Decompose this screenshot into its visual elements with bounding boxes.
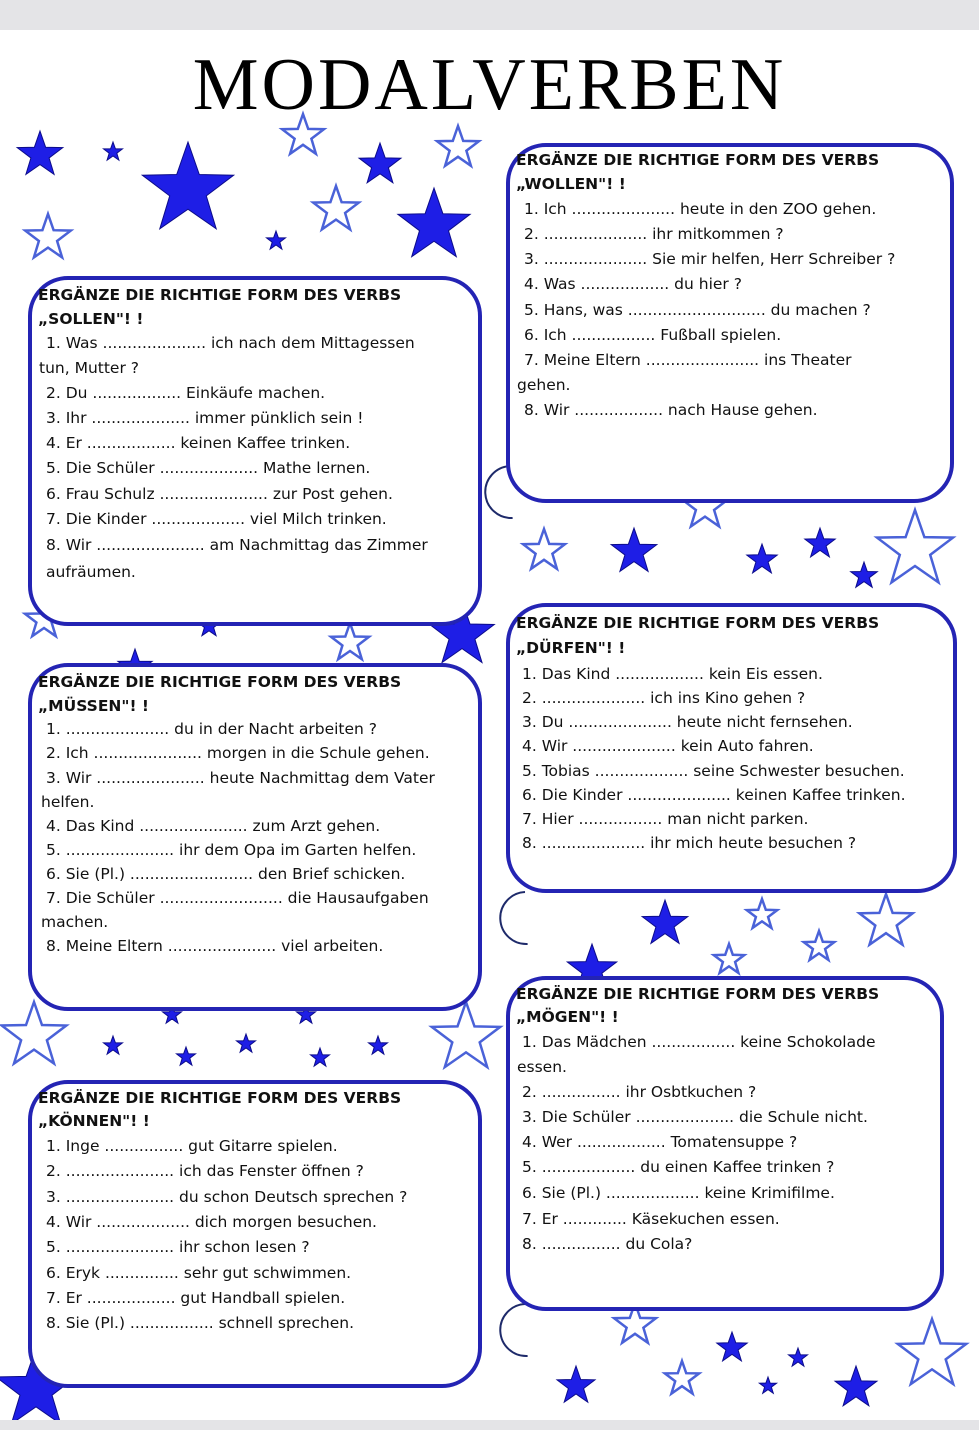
exercise-verb-muessen: „MÜSSEN"! ! xyxy=(38,697,149,715)
star-outline-icon xyxy=(523,529,565,569)
exercise-line: 1. Das Mädchen ................. keine Schokolade xyxy=(522,1033,876,1051)
exercise-line: 8. Sie (Pl.) ................. schnell sprechen. xyxy=(46,1314,355,1332)
star-outline-icon xyxy=(747,899,777,928)
moon-icon xyxy=(500,892,527,944)
exercise-line: 1. Das Kind .................. kein Eis essen. xyxy=(522,665,823,683)
exercise-line: 5. Hans, was ............................ du machen ? xyxy=(524,301,871,319)
star-outline-icon xyxy=(437,126,479,166)
star-icon xyxy=(142,142,233,229)
exercise-line: 2. Du .................. Einkäufe machen. xyxy=(46,384,326,402)
star-outline-icon xyxy=(859,894,912,945)
star-icon xyxy=(642,900,688,943)
exercise-line: 4. Das Kind ...................... zum Arzt gehen. xyxy=(46,817,381,835)
star-outline-icon xyxy=(25,214,71,257)
exercise-line: 4. Was .................. du hier ? xyxy=(524,275,742,293)
exercise-heading-koennen: ERGÄNZE DIE RICHTIGE FORM DES VERBS xyxy=(38,1089,402,1107)
star-outline-icon xyxy=(714,944,744,973)
star-icon xyxy=(398,188,470,257)
exercise-line: 7. Er .................. gut Handball spielen. xyxy=(46,1289,346,1307)
exercise-line: 3. Du ..................... heute nicht fernsehen. xyxy=(522,713,853,731)
exercise-line: 7. Die Schüler ......................... die Hausaufgaben xyxy=(46,889,429,907)
star-icon xyxy=(611,528,657,571)
exercise-line: 2. ..................... ihr mitkommen ? xyxy=(524,225,784,243)
exercise-verb-duerfen: „DÜRFEN"! ! xyxy=(516,639,626,657)
exercise-heading-moegen: ERGÄNZE DIE RICHTIGE FORM DES VERBS xyxy=(516,985,880,1003)
exercise-line: 2. ...................... ich das Fenster öffnen ? xyxy=(46,1162,364,1180)
exercise-line: 6. Sie (Pl.) ................... keine Krimifilme. xyxy=(522,1184,835,1202)
exercise-line: 1. ..................... du in der Nacht arbeiten ? xyxy=(46,720,378,738)
star-outline-icon xyxy=(313,186,359,229)
exercise-line: 2. ................ ihr Osbtkuchen ? xyxy=(522,1083,757,1101)
worksheet-page xyxy=(0,30,979,1420)
star-icon xyxy=(747,544,777,573)
exercise-line: 3. Die Schüler .................... die Schule nicht. xyxy=(522,1108,868,1126)
exercise-line: 8. ..................... ihr mich heute besuchen ? xyxy=(522,834,857,852)
star-outline-icon xyxy=(898,1319,966,1384)
exercise-line: 7. Er ............. Käsekuchen essen. xyxy=(522,1210,780,1228)
exercise-line: 4. Er .................. keinen Kaffee trinken. xyxy=(46,434,351,452)
star-icon xyxy=(104,142,123,160)
exercise-line: 8. ................ du Cola? xyxy=(522,1235,693,1253)
exercise-line: 4. Wir ..................... kein Auto fahren. xyxy=(522,737,814,755)
exercise-line: 3. Ihr .................... immer pünklich sein ! xyxy=(46,409,364,427)
exercise-line: 5. Tobias ................... seine Schwester besuchen. xyxy=(522,762,905,780)
exercise-line: 2. Ich ...................... morgen in die Schule gehen. xyxy=(46,744,430,762)
exercise-heading-wollen: ERGÄNZE DIE RICHTIGE FORM DES VERBS xyxy=(516,151,880,169)
star-icon xyxy=(369,1036,388,1054)
exercise-line: 6. Die Kinder ..................... keinen Kaffee trinken. xyxy=(522,786,906,804)
star-outline-icon xyxy=(2,1002,67,1064)
exercise-verb-moegen: „MÖGEN"! ! xyxy=(516,1008,619,1026)
exercise-line: gehen. xyxy=(517,376,571,394)
exercise-line: 4. Wer .................. Tomatensuppe ? xyxy=(522,1133,798,1151)
exercise-line: 1. Inge ................ gut Gitarre spielen. xyxy=(46,1137,338,1155)
exercise-line: 8. Meine Eltern ...................... viel arbeiten. xyxy=(46,937,384,955)
exercise-heading-muessen: ERGÄNZE DIE RICHTIGE FORM DES VERBS xyxy=(38,673,402,691)
exercise-line: 3. ...................... du schon Deutsch sprechen ? xyxy=(46,1188,408,1206)
exercise-line: 5. ...................... ihr dem Opa im Garten helfen. xyxy=(46,841,417,859)
star-icon xyxy=(851,562,878,587)
exercise-line: 5. ...................... ihr schon lesen ? xyxy=(46,1238,310,1256)
exercise-line: 7. Hier ................. man nicht parken. xyxy=(522,810,809,828)
exercise-line: aufräumen. xyxy=(46,563,136,581)
exercise-line: 6. Eryk ............... sehr gut schwimmen. xyxy=(46,1264,352,1282)
exercise-box-wollen xyxy=(506,143,954,503)
star-icon xyxy=(17,131,63,174)
exercise-line: 1. Ich ..................... heute in den ZOO gehen. xyxy=(524,200,877,218)
star-icon xyxy=(717,1332,747,1361)
star-outline-icon xyxy=(877,510,953,582)
exercise-heading-sollen: ERGÄNZE DIE RICHTIGE FORM DES VERBS xyxy=(38,286,402,304)
exercise-line: essen. xyxy=(517,1058,567,1076)
exercise-line: 7. Meine Eltern ....................... ins Theater xyxy=(524,351,852,369)
star-icon xyxy=(359,143,401,183)
star-icon xyxy=(835,1366,877,1406)
exercise-verb-wollen: „WOLLEN"! ! xyxy=(516,175,626,193)
star-outline-icon xyxy=(432,1002,500,1067)
exercise-line: 3. ..................... Sie mir helfen, Herr Schreiber ? xyxy=(524,250,896,268)
exercise-line: helfen. xyxy=(41,793,95,811)
exercise-line: 6. Ich ................. Fußball spielen. xyxy=(524,326,782,344)
exercise-line: 6. Sie (Pl.) ......................... den Brief schicken. xyxy=(46,865,406,883)
exercise-line: tun, Mutter ? xyxy=(39,359,139,377)
exercise-line: 5. ................... du einen Kaffee trinken ? xyxy=(522,1158,835,1176)
star-icon xyxy=(789,1348,808,1366)
moon-icon xyxy=(500,1304,527,1356)
exercise-line: 6. Frau Schulz ...................... zur Post gehen. xyxy=(46,485,393,503)
exercise-line: 2. ..................... ich ins Kino gehen ? xyxy=(522,689,806,707)
star-icon xyxy=(267,231,286,249)
star-icon xyxy=(311,1048,330,1066)
exercise-line: 1. Was ..................... ich nach dem Mittagessen xyxy=(46,334,415,352)
exercise-line: 7. Die Kinder ................... viel Milch trinken. xyxy=(46,510,387,528)
star-icon xyxy=(759,1377,776,1393)
star-icon xyxy=(237,1034,256,1052)
exercise-line: 4. Wir ................... dich morgen besuchen. xyxy=(46,1213,377,1231)
exercise-line: machen. xyxy=(41,913,109,931)
exercise-line: 5. Die Schüler .................... Mathe lernen. xyxy=(46,459,371,477)
exercise-verb-koennen: „KÖNNEN"! ! xyxy=(38,1112,150,1130)
star-icon xyxy=(177,1047,196,1065)
star-icon xyxy=(805,528,835,557)
star-icon xyxy=(104,1036,123,1054)
exercise-line: 8. Wir ...................... am Nachmittag das Zimmer xyxy=(46,536,428,554)
star-outline-icon xyxy=(331,623,369,659)
exercise-line: 8. Wir .................. nach Hause gehen. xyxy=(524,401,818,419)
page-title: MODALVERBEN xyxy=(192,44,787,126)
star-outline-icon xyxy=(665,1361,699,1394)
exercise-line: 3. Wir ...................... heute Nachmittag dem Vater xyxy=(46,769,435,787)
exercise-verb-sollen: „SOLLEN"! ! xyxy=(38,310,144,328)
exercise-heading-duerfen: ERGÄNZE DIE RICHTIGE FORM DES VERBS xyxy=(516,614,880,632)
star-outline-icon xyxy=(804,931,834,960)
star-icon xyxy=(557,1366,595,1402)
